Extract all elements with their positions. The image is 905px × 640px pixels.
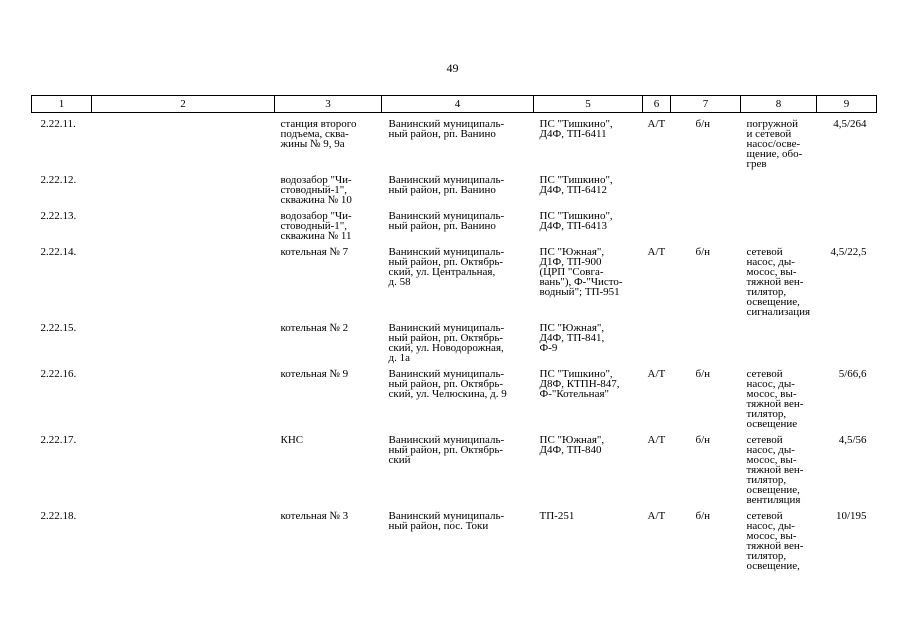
table-row (32, 363, 877, 429)
row-number-cell: 2.22.13. (40, 210, 77, 222)
row-number-cell: 2.22.18. (40, 510, 77, 522)
meter-cell: б/н (695, 118, 711, 130)
row-number-cell: 2.22.11. (40, 118, 76, 130)
equipment-cell (741, 317, 817, 363)
address-cell: Ванинский муниципаль- ный район, рп. Октябрь- ский, ул. Новодорожная, д. 1а (388, 322, 505, 364)
meter-cell (671, 317, 741, 363)
object-name-cell: котельная № 7 (280, 246, 349, 258)
column-header-2: 2 (92, 96, 275, 113)
column-2-cell (92, 113, 275, 170)
equipment-cell: погружной и сетевой насос/осве- щение, обо- грев (746, 118, 803, 170)
equipment-cell (741, 205, 817, 241)
power-source-cell: ПС "Тишкино", Д8Ф, КТПН-847, Ф-"Котельная" (539, 368, 620, 400)
power-cell (817, 317, 877, 363)
meter-cell (671, 205, 741, 241)
column-2-cell (92, 169, 275, 205)
equipment-cell: сетевой насос, ды- мосос, вы- тяжной вен- тилятор, освещение, вентиляция (746, 434, 804, 506)
object-name-cell: котельная № 3 (280, 510, 349, 522)
column-header-9: 9 (817, 96, 877, 113)
column-2-cell (92, 429, 275, 505)
power-source-cell: ПС "Тишкино", Д4Ф, ТП-6413 (539, 210, 613, 232)
row-number-cell: 2.22.12. (40, 174, 77, 186)
data-table (31, 95, 877, 571)
column-header-7: 7 (671, 96, 741, 113)
category-cell: А/Т (647, 368, 666, 380)
meter-cell: б/н (695, 368, 711, 380)
address-cell: Ванинский муниципаль- ный район, рп. Ванино (388, 210, 505, 232)
power-source-cell: ПС "Южная", Д4Ф, ТП-840 (539, 434, 605, 456)
equipment-cell: сетевой насос, ды- мосос, вы- тяжной вен- тилятор, освещение (746, 368, 804, 430)
page-number: 49 (446, 61, 459, 75)
column-2-cell (92, 205, 275, 241)
row-number-cell: 2.22.15. (40, 322, 77, 334)
category-cell (643, 169, 671, 205)
category-cell (643, 317, 671, 363)
object-name-cell: станция второго подъема, сква- жины № 9, 9а (280, 118, 357, 150)
power-cell: 5/66,6 (838, 368, 867, 380)
power-cell (817, 169, 877, 205)
category-cell: А/Т (647, 510, 666, 522)
column-header-4: 4 (382, 96, 534, 113)
category-cell: А/Т (647, 118, 666, 130)
table-row (32, 429, 877, 505)
power-cell: 4,5/264 (833, 118, 867, 130)
power-source-cell: ПС "Южная", Д4Ф, ТП-841, Ф-9 (539, 322, 605, 354)
column-header-6: 6 (643, 96, 671, 113)
meter-cell: б/н (695, 434, 711, 446)
table-body (32, 113, 877, 572)
category-cell: А/Т (647, 434, 666, 446)
table-row (32, 241, 877, 317)
address-cell: Ванинский муниципаль- ный район, рп. Октябрь- ский, ул. Челюскина, д. 9 (388, 368, 507, 400)
power-source-cell: ТП-251 (539, 510, 575, 522)
column-header-1: 1 (32, 96, 92, 113)
table-header (32, 96, 877, 113)
table-row (32, 169, 877, 205)
column-2-cell (92, 363, 275, 429)
meter-cell: б/н (695, 510, 711, 522)
row-number-cell: 2.22.17. (40, 434, 77, 446)
category-cell: А/Т (647, 246, 666, 258)
equipment-cell (741, 169, 817, 205)
meter-cell: б/н (695, 246, 711, 258)
object-name-cell: котельная № 9 (280, 368, 349, 380)
table-row (32, 317, 877, 363)
column-2-cell (92, 505, 275, 571)
power-source-cell: ПС "Тишкино", Д4Ф, ТП-6411 (539, 118, 613, 140)
row-number-cell: 2.22.14. (40, 246, 77, 258)
table-row (32, 505, 877, 571)
address-cell: Ванинский муниципаль- ный район, рп. Октябрь- ский, ул. Центральная, д. 58 (388, 246, 505, 288)
table-row (32, 113, 877, 170)
column-header-3: 3 (275, 96, 382, 113)
power-cell: 4,5/56 (838, 434, 867, 446)
header-row (32, 96, 877, 113)
address-cell: Ванинский муниципаль- ный район, рп. Ванино (388, 174, 505, 196)
column-2-cell (92, 241, 275, 317)
meter-cell (671, 169, 741, 205)
equipment-cell: сетевой насос, ды- мосос, вы- тяжной вен- тилятор, освещение, (746, 510, 804, 572)
power-source-cell: ПС "Тишкино", Д4Ф, ТП-6412 (539, 174, 613, 196)
column-header-5: 5 (534, 96, 643, 113)
power-cell: 4,5/22,5 (830, 246, 867, 258)
object-name-cell: водозабор "Чи- стоводный-1", скважина № 11 (280, 210, 352, 242)
column-header-8: 8 (741, 96, 817, 113)
category-cell (643, 205, 671, 241)
address-cell: Ванинский муниципаль- ный район, рп. Октябрь- ский (388, 434, 505, 466)
object-name-cell: водозабор "Чи- стоводный-1", скважина № 10 (280, 174, 352, 206)
row-number-cell: 2.22.16. (40, 368, 77, 380)
object-name-cell: котельная № 2 (280, 322, 349, 334)
object-name-cell: КНС (280, 434, 304, 446)
column-2-cell (92, 317, 275, 363)
equipment-cell: сетевой насос, ды- мосос, вы- тяжной вен- тилятор, освещение, сигнализация (746, 246, 811, 318)
address-cell: Ванинский муниципаль- ный район, рп. Ванино (388, 118, 505, 140)
power-source-cell: ПС "Южная", Д1Ф, ТП-900 (ЦРП "Совга- вань"), Ф-"Чисто- водный"; ТП-951 (539, 246, 623, 298)
table-row (32, 205, 877, 241)
address-cell: Ванинский муниципаль- ный район, пос. Токи (388, 510, 505, 532)
power-cell: 10/195 (835, 510, 867, 522)
power-cell (817, 205, 877, 241)
